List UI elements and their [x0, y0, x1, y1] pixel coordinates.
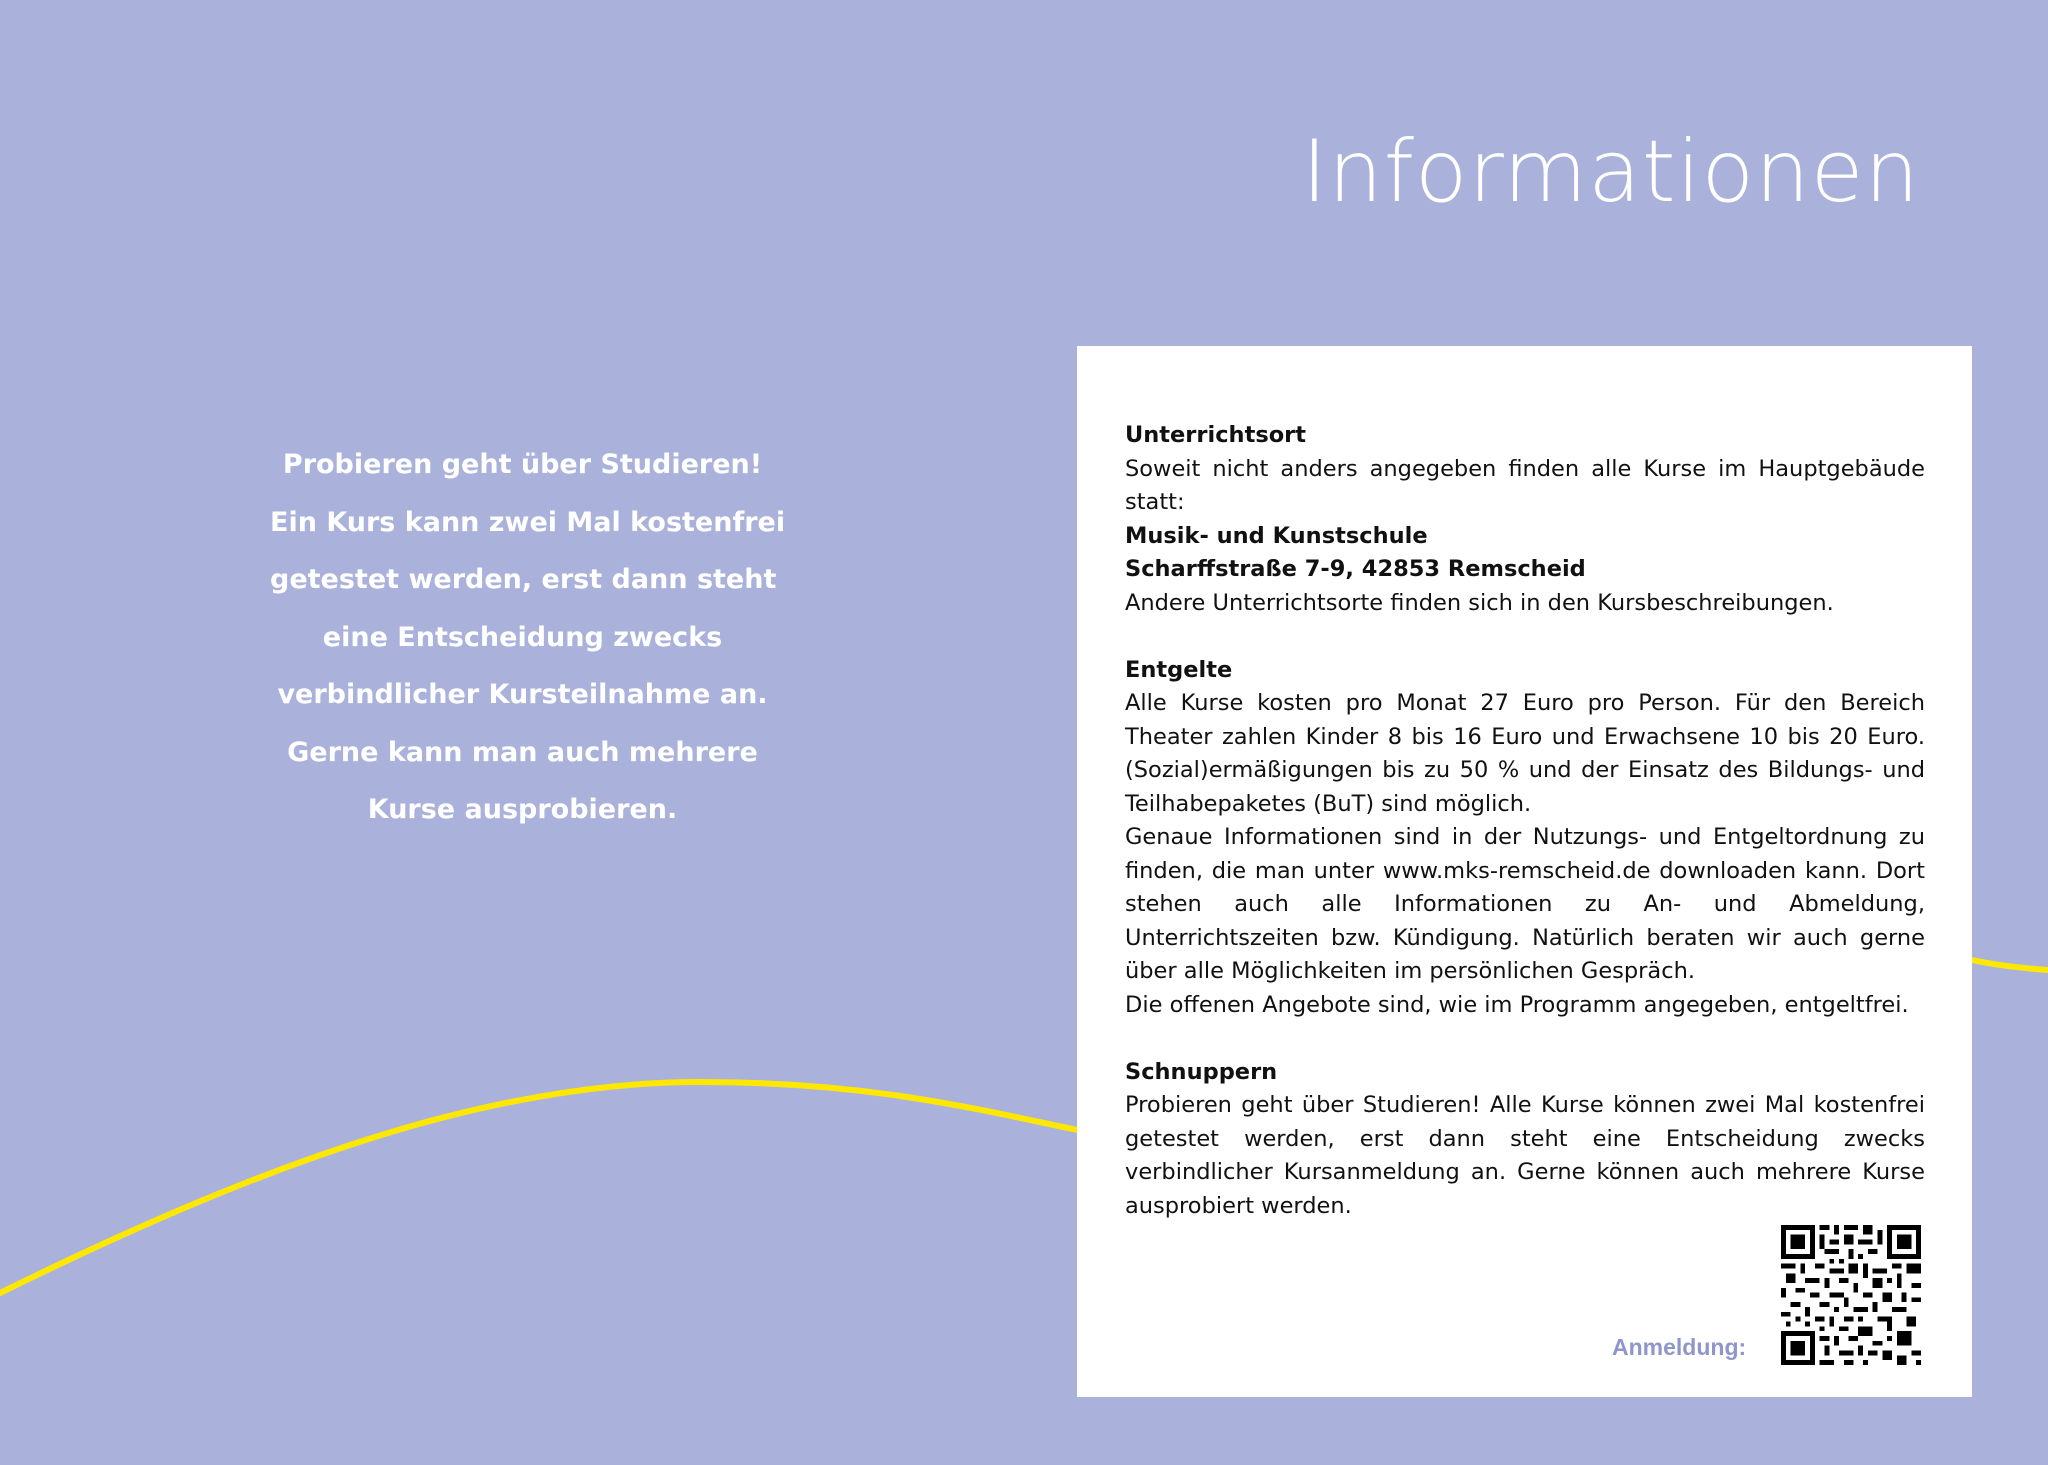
section-text: Genaue Informationen sind in der Nutzungs- und Entgeltordnung zu finden, die man unter www.mks-remscheid.de downloaden kann. Dort stehen auch alle Informationen zu An- und Abmeldung, Unterrichtszeiten bzw. Kündigung. Natürlich beraten wir auch gerne über alle Möglichkeiten im persönlichen Gespräch. — [1125, 824, 1925, 984]
anmeldung-label: Anmeldung: — [1612, 1334, 1747, 1360]
section-heading: Schnuppern — [1125, 1058, 1278, 1085]
slogan-line: eine Entscheidung zwecks — [322, 621, 723, 653]
page-title: Informationen — [1301, 122, 1920, 222]
slogan-line: Probieren geht über Studieren! — [282, 449, 763, 480]
section-heading: Unterrichtsort — [1125, 422, 1307, 448]
section-text: Alle Kurse kosten pro Monat 27 Euro pro Person. Für den Bereich Theater zahlen Kinder 8 bis 16 Euro und Erwachsene 10 bis 20 Euro. (Sozial)ermäßigungen bis zu 50 % und der Einsatz des Bildungs- und Teilhabepaketes (BuT) sind möglich. — [1125, 690, 1925, 817]
qr-code-icon[interactable] — [1781, 1225, 1921, 1365]
slogan-block — [270, 436, 786, 839]
info-card — [1077, 346, 1972, 1397]
section-heading: Entgelte — [1125, 656, 1233, 683]
school-name: Musik- und Kunstschule — [1125, 522, 1428, 549]
section-text: Probieren geht über Studieren! Alle Kurse können zwei Mal kostenfrei getestet werden, erst dann steht eine Entscheidung zwecks verbindlicher Kursanmeldung an. Gerne können auch mehrere Kurse ausprobiert werden. — [1125, 1092, 1925, 1219]
school-address: Scharffstraße 7-9, 42853 Remscheid — [1125, 556, 1586, 582]
slogan-line: verbindlicher Kursteilnahme an. — [277, 679, 768, 710]
slogan-line: Kurse ausprobieren. — [367, 794, 678, 825]
section-text: Soweit nicht anders angegeben finden alle Kurse im Hauptgebäude statt: — [1125, 455, 1925, 515]
section-text: Andere Unterrichtsorte finden sich in den Kursbeschreibungen. — [1125, 589, 1834, 616]
section-schnuppern — [1125, 1056, 1925, 1224]
section-entgelte — [1125, 654, 1925, 1023]
section-text: Die offenen Angebote sind, wie im Programm angegeben, entgeltfrei. — [1125, 991, 1909, 1018]
info-card-body — [1125, 419, 1925, 1257]
section-unterrichtsort — [1125, 419, 1925, 620]
slogan-line: Ein Kurs kann zwei Mal kostenfrei — [270, 506, 786, 538]
slogan-line: Gerne kann man auch mehrere — [287, 736, 758, 768]
slogan-line: getestet werden, erst dann steht — [270, 564, 777, 595]
